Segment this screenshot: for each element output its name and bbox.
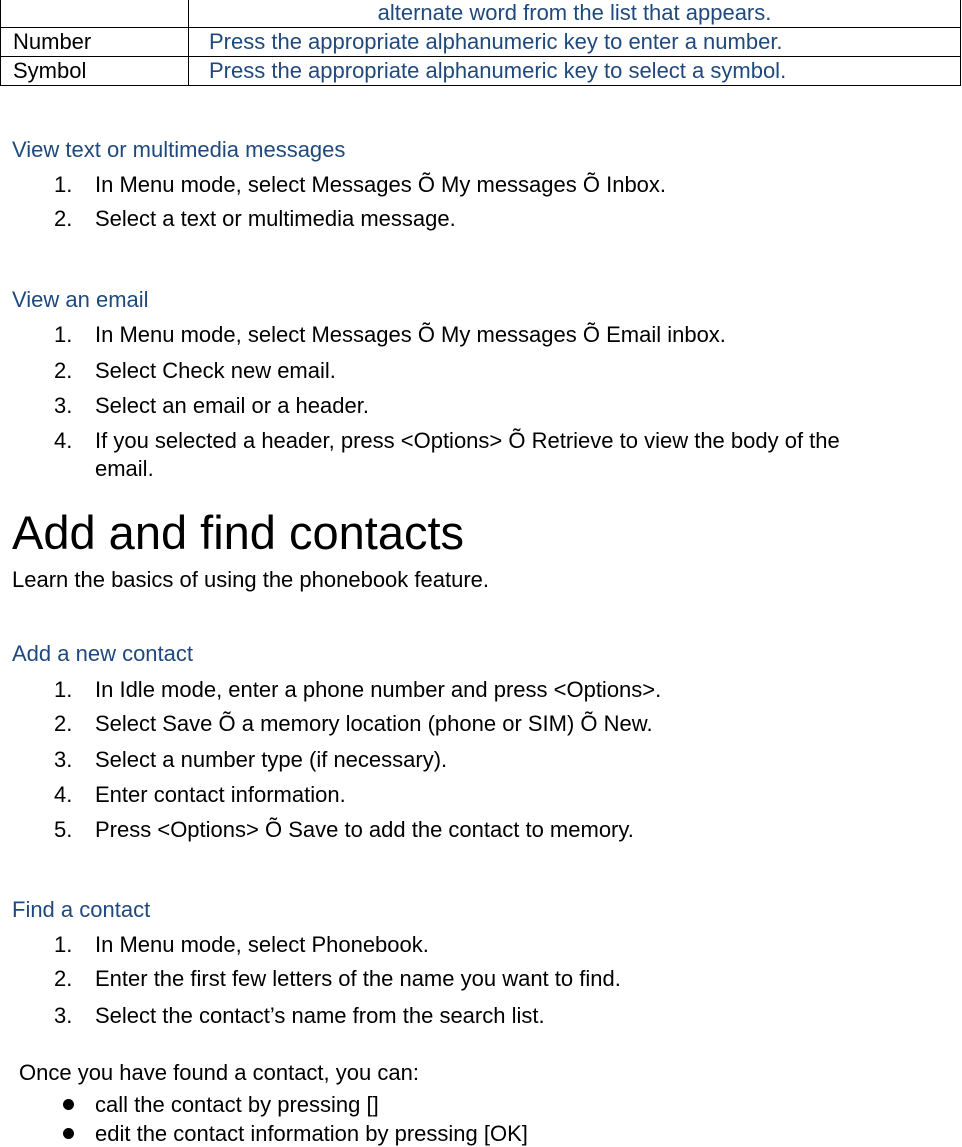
- step-text: Enter contact information.: [95, 782, 346, 807]
- step-text: Select Save Õ a memory location (phone or SIM) Õ New.: [95, 711, 653, 736]
- table-cell-description: Press the appropriate alphanumeric key to enter a number.: [189, 28, 961, 57]
- step-text: In Menu mode, select Messages Õ My messages Õ Inbox.: [95, 172, 667, 197]
- step-number: 3.: [54, 747, 73, 772]
- table-row: [1, 28, 961, 57]
- section-intro: Learn the basics of using the phonebook feature.: [12, 567, 490, 592]
- step-text: Select a text or multimedia message.: [95, 206, 456, 231]
- bullet-dot-icon: [63, 1128, 74, 1139]
- bullet-text: call the contact by pressing []: [95, 1092, 379, 1117]
- table-cell-mode: Number: [1, 28, 189, 57]
- step-number: 1.: [54, 322, 73, 347]
- step-text-continued: email.: [95, 456, 154, 481]
- step-text: Enter the first few letters of the name you want to find.: [95, 966, 621, 991]
- table-cell-mode: [1, 0, 189, 28]
- key-input-table: [0, 0, 961, 86]
- step-text: In Menu mode, select Messages Õ My messages Õ Email inbox.: [95, 322, 726, 347]
- step-text: Select an email or a header.: [95, 393, 369, 418]
- step-number: 1.: [54, 932, 73, 957]
- table-cell-mode: Symbol: [1, 57, 189, 86]
- step-text: Press <Options> Õ Save to add the contact to memory.: [95, 817, 634, 842]
- step-number: 1.: [54, 677, 73, 702]
- bullet-dot-icon: [63, 1099, 74, 1110]
- step-number: 1.: [54, 172, 73, 197]
- step-number: 2.: [54, 966, 73, 991]
- page-title: Add and find contacts: [12, 506, 465, 559]
- step-text: Select Check new email.: [95, 358, 336, 383]
- once-found-text: Once you have found a contact, you can:: [19, 1060, 419, 1085]
- step-text: Select a number type (if necessary).: [95, 747, 448, 772]
- section-heading-view-messages: View text or multimedia messages: [12, 137, 346, 162]
- bullet-text: edit the contact information by pressing [OK]: [95, 1121, 528, 1146]
- step-text: Select the contact’s name from the search list.: [95, 1003, 545, 1028]
- step-number: 2.: [54, 711, 73, 736]
- step-number: 5.: [54, 817, 73, 842]
- table-cell-description: alternate word from the list that appears.: [189, 0, 961, 28]
- step-number: 2.: [54, 358, 73, 383]
- step-text: If you selected a header, press <Options> Õ Retrieve to view the body of the: [95, 428, 840, 453]
- section-heading-find-contact: Find a contact: [12, 897, 151, 922]
- step-text: In Idle mode, enter a phone number and press <Options>.: [95, 677, 662, 702]
- step-number: 2.: [54, 206, 73, 231]
- table-row: [1, 57, 961, 86]
- step-text: In Menu mode, select Phonebook.: [95, 932, 429, 957]
- step-number: 3.: [54, 1003, 73, 1028]
- step-number: 4.: [54, 782, 73, 807]
- step-number: 3.: [54, 393, 73, 418]
- step-number: 4.: [54, 428, 73, 453]
- section-heading-add-contact: Add a new contact: [12, 641, 194, 666]
- section-heading-view-email: View an email: [12, 287, 149, 312]
- table-cell-description: Press the appropriate alphanumeric key to select a symbol.: [189, 57, 961, 86]
- table-row: [1, 0, 961, 28]
